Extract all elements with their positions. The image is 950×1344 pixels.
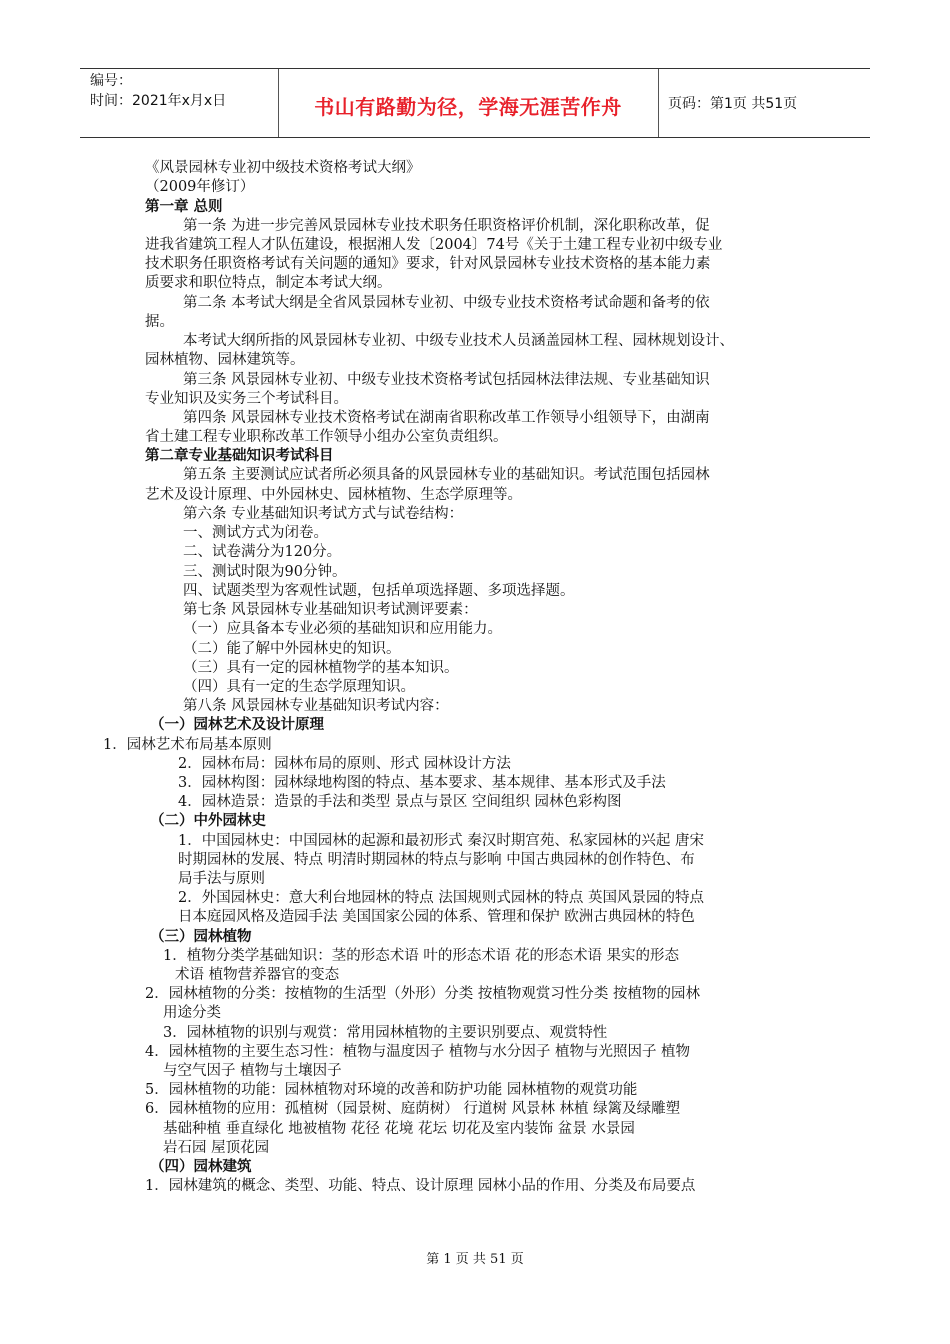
section-heading: （一）园林艺术及设计原理	[150, 717, 324, 733]
page-footer: 第 1 页 共 51 页	[426, 1252, 524, 1267]
text-line: 3．园林构图：园林绿地构图的特点、基本要求、基本规律、基本形式及手法	[178, 775, 666, 791]
text-line: 2．外国园林史：意大利台地园林的特点 法国规则式园林的特点 英国风景园的特点	[178, 890, 704, 906]
text-line: 第四条 风景园林专业技术资格考试在湖南省职称改革工作领导小组领导下，由湖南	[183, 410, 710, 426]
text-line: 用途分类	[163, 1005, 221, 1021]
text-line: 园林植物、园林建筑等。	[145, 352, 305, 368]
text-line: 质要求和职位特点，制定本考试大纲。	[145, 275, 392, 291]
header-divider	[658, 69, 659, 137]
text-line: 第八条 风景园林专业基础知识考试内容：	[183, 698, 449, 714]
section-heading: （三）园林植物	[150, 929, 252, 945]
text-line: 1．园林艺术布局基本原则	[103, 737, 272, 753]
text-line: 4．园林造景：造景的手法和类型 景点与景区 空间组织 园林色彩构图	[178, 794, 622, 810]
page-header	[80, 68, 870, 138]
text-line: 3．园林植物的识别与观赏：常用园林植物的主要识别要点、观赏特性	[163, 1025, 608, 1041]
text-line: （四）具有一定的生态学原理知识。	[183, 679, 415, 695]
text-line: 时期园林的发展、特点 明清时期园林的特点与影响 中国古典园林的创作特色、布	[178, 852, 695, 868]
text-line: 一、测试方式为闭卷。	[183, 525, 328, 541]
text-line: （二）能了解中外园林史的知识。	[183, 641, 401, 657]
text-line: 6．园林植物的应用：孤植树（园景树、庭荫树） 行道树 风景林 林植 绿篱及绿雕塑	[145, 1101, 681, 1117]
text-line: 5．园林植物的功能：园林植物对环境的改善和防护功能 园林植物的观赏功能	[145, 1082, 638, 1098]
header-motto: 书山有路勤为径，学海无涯苦作舟	[314, 95, 622, 119]
text-line: 第一条 为进一步完善风景园林专业技术职务任职资格评价机制，深化职称改革，促	[183, 218, 710, 234]
text-line: 日本庭园风格及造园手法 美国国家公园的体系、管理和保护 欧洲古典园林的特色	[178, 909, 695, 925]
text-line: 局手法与原则	[178, 871, 265, 887]
text-line: 1．植物分类学基础知识：茎的形态术语 叶的形态术语 花的形态术语 果实的形态	[163, 948, 680, 964]
text-line: 专业知识及实务三个考试科目。	[145, 391, 348, 407]
text-line: 1．中国园林史：中国园林的起源和最初形式 秦汉时期宫苑、私家园林的兴起 唐宋	[178, 833, 704, 849]
section-heading: （四）园林建筑	[150, 1159, 252, 1175]
text-line: 与空气因子 植物与土壤因子	[163, 1063, 342, 1079]
text-line: 进我省建筑工程人才队伍建设，根据湘人发〔2004〕74号《关于土建工程专业初中级专业	[145, 237, 723, 253]
text-line: 技术职务任职资格考试有关问题的通知》要求，针对风景园林专业技术资格的基本能力素	[145, 256, 711, 272]
text-line: 四、试题类型为客观性试题，包括单项选择题、多项选择题。	[183, 583, 575, 599]
text-line: 第五条 主要测试应试者所必须具备的风景园林专业的基础知识。考试范围包括园林	[183, 467, 710, 483]
text-line: 第六条 专业基础知识考试方式与试卷结构：	[183, 506, 464, 522]
text-line: 第二条 本考试大纲是全省风景园林专业初、中级专业技术资格考试命题和备考的依	[183, 295, 710, 311]
text-line: 术语 植物营养器官的变态	[175, 967, 340, 983]
text-line: （三）具有一定的园林植物学的基本知识。	[183, 660, 459, 676]
doc-title: 《风景园林专业初中级技术资格考试大纲》	[145, 160, 421, 176]
text-line: 第三条 风景园林专业初、中级专业技术资格考试包括园林法律法规、专业基础知识	[183, 372, 710, 388]
doc-subtitle: （2009年修订）	[145, 179, 255, 195]
text-line: 三、测试时限为90分钟。	[183, 564, 347, 580]
text-line: （一）应具备本专业必须的基础知识和应用能力。	[183, 621, 502, 637]
text-line: 基础种植 垂直绿化 地被植物 花径 花境 花坛 切花及室内装饰 盆景 水景园	[163, 1121, 635, 1137]
text-line: 2．园林布局：园林布局的原则、形式 园林设计方法	[178, 756, 511, 772]
section-heading: （二）中外园林史	[150, 813, 266, 829]
text-line: 据。	[145, 314, 174, 330]
text-line: 1．园林建筑的概念、类型、功能、特点、设计原理 园林小品的作用、分类及布局要点	[145, 1178, 696, 1194]
text-line: 艺术及设计原理、中外园林史、园林植物、生态学原理等。	[145, 487, 522, 503]
text-line: 第七条 风景园林专业基础知识考试测评要素：	[183, 602, 478, 618]
text-line: 4．园林植物的主要生态习性：植物与温度因子 植物与水分因子 植物与光照因子 植物	[145, 1044, 691, 1060]
chapter-heading: 第一章 总则	[145, 199, 223, 215]
text-line: 省土建工程专业职称改革工作领导小组办公室负责组织。	[145, 429, 508, 445]
chapter-heading: 第二章专业基础知识考试科目	[145, 448, 334, 464]
time-label: 时间：2021年x月x日	[90, 93, 227, 109]
header-meta	[90, 71, 226, 111]
code-label: 编号：	[90, 73, 132, 89]
text-line: 岩石园 屋顶花园	[163, 1140, 270, 1156]
text-line: 二、试卷满分为120分。	[183, 544, 342, 560]
header-page-label: 页码：第1页 共51页	[668, 96, 798, 112]
text-line: 2．园林植物的分类：按植物的生活型（外形）分类 按植物观赏习性分类 按植物的园林	[145, 986, 700, 1002]
text-line: 本考试大纲所指的风景园林专业初、中级专业技术人员涵盖园林工程、园林规划设计、	[183, 333, 734, 349]
